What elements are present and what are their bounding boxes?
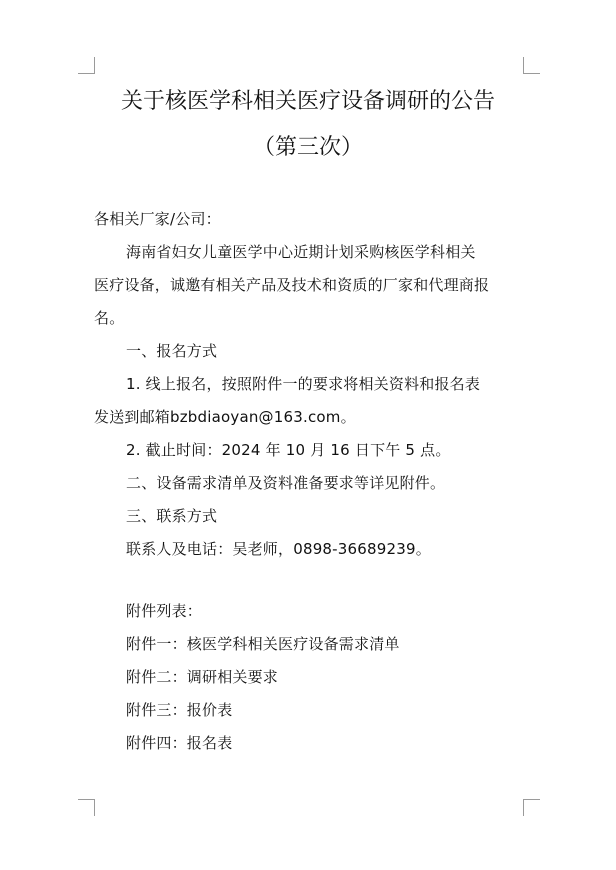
page-corner-mark-bottom-left — [78, 799, 95, 816]
attachment-item: 附件一：核医学科相关医疗设备需求清单 — [126, 635, 400, 653]
section-heading-registration: 一、报名方式 — [126, 342, 218, 360]
greeting: 各相关厂家/公司： — [94, 210, 221, 228]
intro-text: 名。 — [94, 309, 125, 327]
page-corner-mark-bottom-right — [523, 799, 540, 816]
intro-text: 海南省妇女儿童医学中心近期计划采购核医学科相关 — [126, 243, 476, 261]
attachments-heading: 附件列表： — [126, 602, 203, 620]
section-heading-requirements: 二、设备需求清单及资料准备要求等详见附件。 — [126, 474, 446, 492]
section-heading-contact: 三、联系方式 — [126, 507, 218, 525]
page-corner-mark-top-right — [523, 57, 540, 74]
contact-info: 联系人及电话：吴老师，0898-36689239。 — [126, 540, 431, 558]
registration-item-online: 1. 线上报名，按照附件一的要求将相关资料和报名表 — [126, 375, 481, 393]
registration-item-deadline: 2. 截止时间：2024 年 10 月 16 日下午 5 点。 — [126, 441, 451, 459]
attachment-item: 附件四：报名表 — [126, 734, 233, 752]
document-subtitle: （第三次） — [252, 135, 363, 160]
attachment-item: 附件三：报价表 — [126, 701, 233, 719]
registration-item-email: 发送到邮箱bzbdiaoyan@163.com。 — [94, 408, 356, 426]
document-title: 关于核医学科相关医疗设备调研的公告 — [120, 89, 495, 114]
intro-text: 医疗设备，诚邀有相关产品及技术和资质的厂家和代理商报 — [94, 276, 490, 294]
attachment-item: 附件二：调研相关要求 — [126, 668, 279, 686]
page-corner-mark-top-left — [78, 57, 95, 74]
